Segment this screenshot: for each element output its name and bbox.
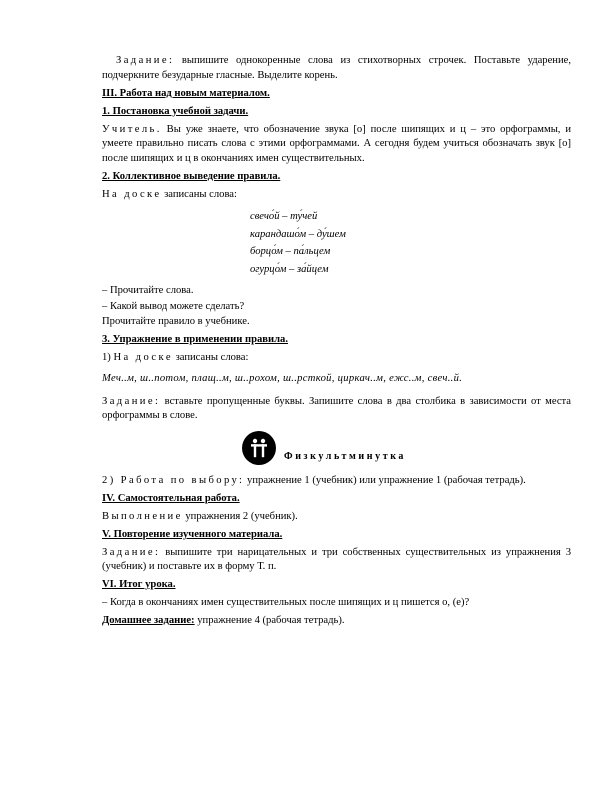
homework-label: Домашнее задание: <box>102 615 195 627</box>
section5-title: V. Повторение изученного материала. <box>102 528 283 540</box>
word-pairs-list <box>250 208 571 278</box>
task2-label: Задание: <box>102 395 161 407</box>
sub2-title: 2. Коллективное выведение правила. <box>102 170 281 182</box>
sub3-heading <box>102 333 571 348</box>
section3-title: III. Работа над новым материалом. <box>102 87 270 99</box>
people-icon <box>242 431 276 465</box>
teacher-label: Учитель. <box>102 123 162 135</box>
task2-paragraph <box>102 395 571 424</box>
board1-paragraph <box>102 188 571 203</box>
section5-heading <box>102 528 571 543</box>
homework-text: упражнение 4 (рабочая тетрадь). <box>194 615 345 627</box>
board2-label: На доске <box>113 352 173 364</box>
section6-heading <box>102 578 571 593</box>
teacher-paragraph <box>102 123 571 167</box>
task2-text: вставьте пропущенные буквы. Запишите слова в два столбика в зависимости от места орфограммы в слове. <box>102 395 571 422</box>
task3-text: выпишите три нарицательных и три собственных существительных из упражнения 3 (учебник) и поставьте их в форму Т. п. <box>102 546 571 573</box>
instruction-rule: Прочитайте правило в учебнике. <box>102 316 250 328</box>
exercise-break <box>242 428 571 468</box>
task3-label: Задание: <box>102 546 161 558</box>
board2-prefix: 1) <box>102 352 114 364</box>
final-question: – Когда в окончаниях имен существительных после шипящих и ц пишется о, (е)? <box>102 597 470 609</box>
sub1-heading <box>102 105 571 120</box>
exercise-words: Меч..м, ш..потом, плащ..м, ш..рохом, ш..рсткой, циркач..м, ежс..м, свеч..й. <box>102 373 463 385</box>
task1-label: Задание: <box>116 55 175 66</box>
homework-paragraph <box>102 614 571 629</box>
task3-paragraph <box>102 546 571 575</box>
section4-heading <box>102 492 571 507</box>
sub1-title: 1. Постановка учебной задачи. <box>102 105 249 117</box>
word-pair: свечо́й – ту́чей <box>250 211 318 223</box>
choice-text: упражнение 1 (учебник) или упражнение 1 (рабочая тетрадь). <box>244 474 526 486</box>
doing-text: упражнения 2 (учебник). <box>182 510 298 522</box>
question-conclusion: – Какой вывод можете сделать? <box>102 300 245 312</box>
word-pair: борцо́м – па́льцем <box>250 246 331 258</box>
doing-paragraph <box>102 510 571 525</box>
task1-paragraph <box>102 54 571 83</box>
board1-text: записаны слова: <box>161 188 237 200</box>
choice-paragraph <box>102 474 571 489</box>
doing-label: Выполнение <box>102 510 183 522</box>
section4-title: IV. Самостоятельная работа. <box>102 492 240 504</box>
board1-label: На доске <box>102 188 162 200</box>
document-page <box>102 54 571 632</box>
word-pair: огурцо́м – за́йцем <box>250 263 329 275</box>
teacher-text: Вы уже знаете, что обозначение звука [о] после шипящих и ц – это орфограммы, и умеете правильно писать слова с этими орфограммами. А сегодня будем учиться обозначать звук [о] после шипящих и ц в окончаниях имен существительных. <box>102 123 571 164</box>
sub3-title: 3. Упражнение в применении правила. <box>102 334 288 346</box>
sub2-heading <box>102 170 571 185</box>
board2-text: записаны слова: <box>172 352 249 364</box>
question-read: – Прочитайте слова. <box>102 285 194 297</box>
word-pair: карандашо́м – ду́шем <box>250 228 346 240</box>
board2-paragraph <box>102 351 571 366</box>
choice-label: 2) Работа по выбору: <box>102 474 245 486</box>
exercise-break-title: Физкультминутка <box>284 450 407 462</box>
section3-heading <box>102 87 571 102</box>
task1-text: выпишите однокоренные слова из стихотворных строчек. Поставьте ударение, подчеркните безударные гласные. Выделите корень. <box>102 55 571 81</box>
section6-title: VI. Итог урока. <box>102 579 176 591</box>
